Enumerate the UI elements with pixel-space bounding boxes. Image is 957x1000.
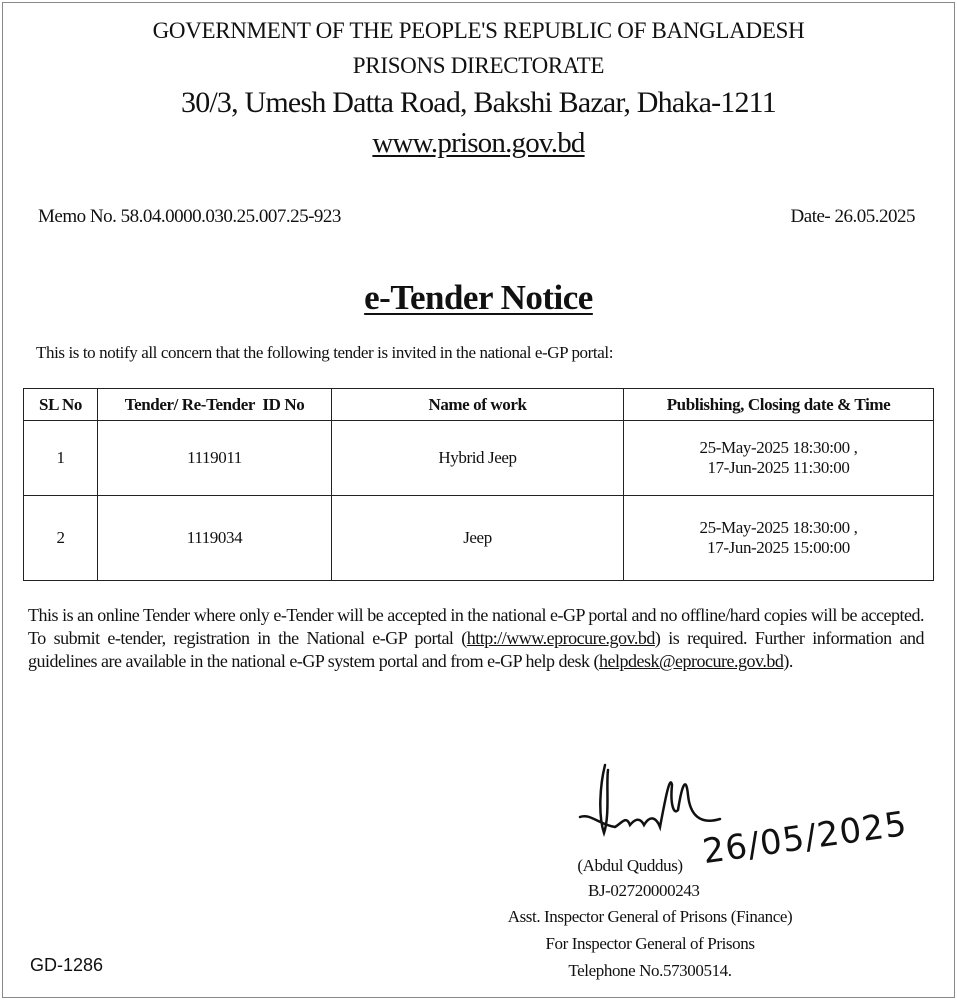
col-sl: SL No <box>24 389 98 421</box>
instructions-paragraph <box>28 604 924 673</box>
footer-code: GD-1286 <box>30 955 104 975</box>
notice-date: Date- 26.05.2025 <box>790 206 915 227</box>
signatory-name: (Abdul Quddus) <box>577 856 683 875</box>
table-header-row <box>24 389 934 421</box>
tender-table <box>23 388 934 581</box>
header-government: GOVERNMENT OF THE PEOPLE'S REPUBLIC OF BANGLADESH <box>152 18 805 43</box>
memo-number: Memo No. 58.04.0000.030.25.007.25-923 <box>38 206 341 227</box>
header-website <box>0 127 957 160</box>
header-address: 30/3, Umesh Datta Road, Bakshi Bazar, Dhaka-1211 <box>181 86 776 119</box>
col-id: Tender/ Re-Tender ID No <box>98 389 332 421</box>
handwritten-date: 26/05/2025 <box>700 803 910 873</box>
cell-work: Jeep <box>332 496 624 581</box>
cell-dates <box>624 421 934 496</box>
signatory-id: BJ-02720000243 <box>588 881 700 900</box>
cell-id: 1119011 <box>98 421 332 496</box>
cell-sl: 1 <box>24 421 98 496</box>
body-text: This is an online Tender where only e-Tender will be accepted in the national e-GP portal and no offline/hard copies will be accepted. To submit e-tender, registration in the National e-GP portal ( <box>28 605 924 648</box>
cell-id: 1119034 <box>98 496 332 581</box>
cell-dates <box>624 496 934 581</box>
publish-date: 25-May-2025 18:30:00 , <box>699 438 858 457</box>
col-dates: Publishing, Closing date & Time <box>624 389 934 421</box>
helpdesk-email-link[interactable]: helpdesk@eprocure.gov.bd <box>599 651 784 671</box>
body-text: ) is required. Further information and guidelines are available in the national e-GP system portal and from e-GP help desk ( <box>28 628 924 671</box>
title-text: e-Tender Notice <box>364 278 593 317</box>
table-row <box>24 421 934 496</box>
header-directorate: PRISONS DIRECTORATE <box>352 53 605 78</box>
publish-date: 25-May-2025 18:30:00 , <box>699 518 858 537</box>
table-row <box>24 496 934 581</box>
cell-sl: 2 <box>24 496 98 581</box>
eprocure-link[interactable]: http://www.eprocure.gov.bd <box>466 628 655 648</box>
signatory-for: For Inspector General of Prisons <box>545 934 755 953</box>
intro-text: This is to notify all concern that the following tender is invited in the national e-GP portal: <box>36 343 614 362</box>
body-text: ). <box>783 651 793 671</box>
website-link[interactable]: www.prison.gov.bd <box>372 127 585 159</box>
closing-date: 17-Jun-2025 15:00:00 <box>707 538 850 557</box>
cell-work: Hybrid Jeep <box>332 421 624 496</box>
page-title <box>0 278 957 318</box>
signatory-telephone: Telephone No.57300514. <box>568 961 732 980</box>
closing-date: 17-Jun-2025 11:30:00 <box>707 458 850 477</box>
signatory-designation: Asst. Inspector General of Prisons (Finance) <box>507 907 793 926</box>
col-work: Name of work <box>332 389 624 421</box>
